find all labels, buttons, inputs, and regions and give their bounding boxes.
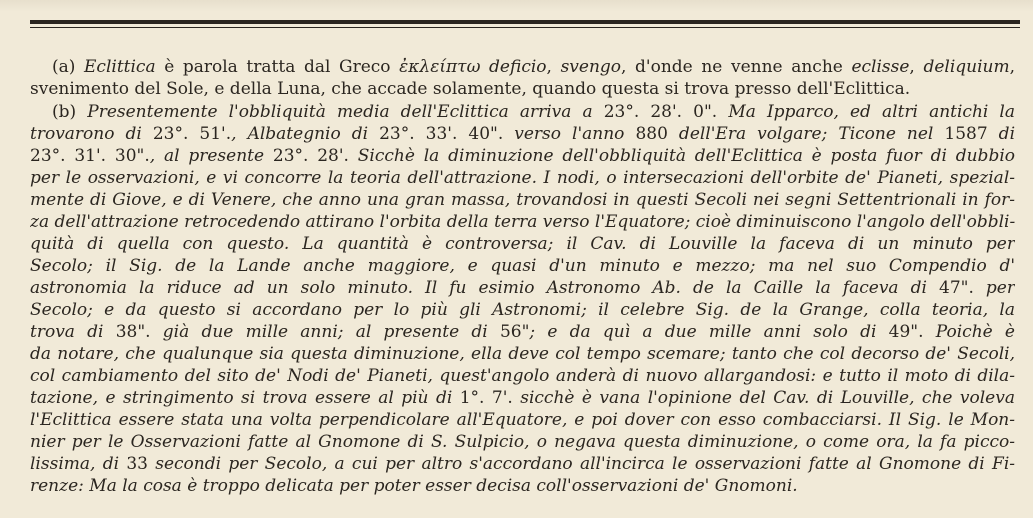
text-run: secondi per Secolo, a cui per altro s'accordano all'incirca le osservazioni fatte al Gnomone di Fi- bbox=[147, 454, 1015, 474]
text-run: quità di quella con questo. La quantità è controversa; il Cav. di Louville la faceva di un minuto per bbox=[30, 234, 1015, 254]
text-run: 1587 bbox=[944, 124, 988, 144]
text-run: 49". bbox=[888, 322, 924, 342]
note-b-line bbox=[30, 410, 1015, 430]
page-top-shadow bbox=[0, 0, 1033, 12]
note-a-line bbox=[30, 79, 1015, 99]
text-run: Secolo; il Sig. de la Lande anche maggiore, e quasi d'un minuto e mezzo; ma nel suo Compendio d' bbox=[30, 256, 1015, 276]
note-b-line bbox=[30, 212, 1015, 232]
text-run: ; e da quì a due mille anni solo di bbox=[529, 322, 889, 342]
text-run: , d'onde ne venne anche bbox=[621, 57, 852, 77]
text-run: dell'Era volgare; Ticone nel bbox=[667, 124, 945, 144]
text-run: deliquium bbox=[923, 57, 1010, 77]
text-run: , Albategnio di bbox=[231, 124, 380, 144]
note-b-line bbox=[30, 124, 1015, 144]
text-run: ἐκλείπτω deficio bbox=[399, 57, 547, 77]
note-a-line bbox=[30, 57, 1015, 77]
text-run: Poichè è bbox=[923, 322, 1015, 342]
note-b-line bbox=[30, 146, 1015, 166]
text-run: già due mille anni; al presente di bbox=[150, 322, 500, 342]
note-b-line bbox=[30, 454, 1015, 474]
text-run: , al presente bbox=[149, 146, 273, 166]
text-run: tazione, e stringimento si trova essere al più di bbox=[30, 388, 460, 408]
text-run: per bbox=[973, 278, 1015, 298]
header-rule-thin bbox=[30, 27, 1020, 28]
note-b-line bbox=[30, 278, 1015, 298]
text-run: Sicchè la diminuzione dell'obbliquità dell'Eclittica è posta fuor di dubbio bbox=[348, 146, 1015, 166]
text-run: 56" bbox=[499, 322, 530, 342]
text-run: , bbox=[546, 57, 561, 77]
text-run: da notare, che qualunque sia questa diminuzione, ella deve col tempo scemare; tanto che col decorso de' Secoli, bbox=[30, 344, 1015, 364]
text-run: trovarono di bbox=[30, 124, 153, 144]
note-b-line bbox=[30, 476, 1015, 496]
text-run: di bbox=[987, 124, 1015, 144]
text-run: 23°. 28'. 0". bbox=[603, 102, 718, 122]
text-run: eclisse bbox=[851, 57, 910, 77]
text-run: renze: Ma la cosa è troppo delicata per poter esser decisa coll'osservazioni de' Gnomoni. bbox=[30, 476, 798, 496]
text-run: trova di bbox=[30, 322, 116, 342]
text-run: , bbox=[909, 57, 924, 77]
text-run: astronomia la riduce ad un solo minuto. Il fu esimio Astronomo Ab. de la Caille la faceva di bbox=[30, 278, 939, 298]
note-b-line bbox=[30, 190, 1015, 210]
text-run: 33 bbox=[126, 454, 148, 474]
text-run: 1°. 7'. bbox=[459, 388, 513, 408]
text-run: l'Eclittica essere stata una volta perpendicolare all'Equatore, e poi dover con esso combacciarsi. Il Sig. le Mon- bbox=[30, 410, 1015, 430]
text-run: per le osservazioni, e vi concorre la teoria dell'attrazione. I nodi, o intersecazioni dell'orbite de' Pianeti, spezial- bbox=[30, 168, 1015, 188]
text-run: sicchè è vana l'opinione del Cav. di Louville, che voleva bbox=[512, 388, 1015, 408]
text-run: Eclittica bbox=[84, 57, 156, 77]
note-b-line bbox=[30, 366, 1015, 386]
text-run: Ma Ipparco, ed altri antichi la bbox=[717, 102, 1015, 122]
text-run: 47". bbox=[939, 278, 974, 298]
note-b-line bbox=[30, 300, 1015, 320]
text-run: (a) bbox=[52, 57, 85, 77]
note-b-line bbox=[30, 256, 1015, 276]
text-run: 23°. 28'. bbox=[272, 146, 349, 166]
text-run: 23°. 33'. 40". bbox=[379, 124, 504, 144]
text-run: (b) bbox=[52, 102, 88, 122]
note-b-line bbox=[30, 388, 1015, 408]
text-run: 23°. 51'. bbox=[152, 124, 232, 144]
header-rule-thick bbox=[30, 20, 1020, 24]
text-run: col cambiamento del sito de' Nodi de' Pianeti, quest'angolo anderà di nuovo allargandosi: e tutto il moto di dila- bbox=[30, 366, 1015, 386]
text-run: za dell'attrazione retrocedendo attirano l'orbita della terra verso l'Equatore; cioè diminuiscono l'angolo dell'obbli- bbox=[30, 212, 1015, 232]
text-run: Secolo; e da questo si accordano per lo più gli Astronomi; il celebre Sig. de la Grange, colla teoria, la bbox=[30, 300, 1015, 320]
text-run: verso l'anno bbox=[503, 124, 636, 144]
text-run: 38". bbox=[115, 322, 151, 342]
note-b-line bbox=[30, 432, 1015, 452]
note-b-line bbox=[30, 234, 1015, 254]
text-run: svenimento del Sole, e della Luna, che accade solamente, quando questa si trova presso dell'Eclittica. bbox=[30, 79, 911, 99]
note-b-line bbox=[30, 168, 1015, 188]
text-run: 880 bbox=[635, 124, 668, 144]
text-run: svengo bbox=[560, 57, 622, 77]
text-run: mente di Giove, e di Venere, che anno una gran massa, trovandosi in questi Secoli nei segni Settentrionali in for- bbox=[30, 190, 1015, 210]
text-run: nier per le Osservazioni fatte al Gnomone di S. Sulpicio, o negava questa diminuzione, o come ora, la fa picco- bbox=[30, 432, 1015, 452]
text-run: Presentemente l'obbliquità media dell'Eclittica arriva a bbox=[87, 102, 604, 122]
text-run: è parola tratta dal Greco bbox=[155, 57, 400, 77]
text-run: , bbox=[1009, 57, 1015, 77]
text-run: lissima, di bbox=[30, 454, 127, 474]
note-b-line bbox=[30, 322, 1015, 342]
note-b-line bbox=[30, 344, 1015, 364]
text-run: 23°. 31'. 30". bbox=[30, 146, 150, 166]
note-b-line bbox=[30, 102, 1015, 122]
